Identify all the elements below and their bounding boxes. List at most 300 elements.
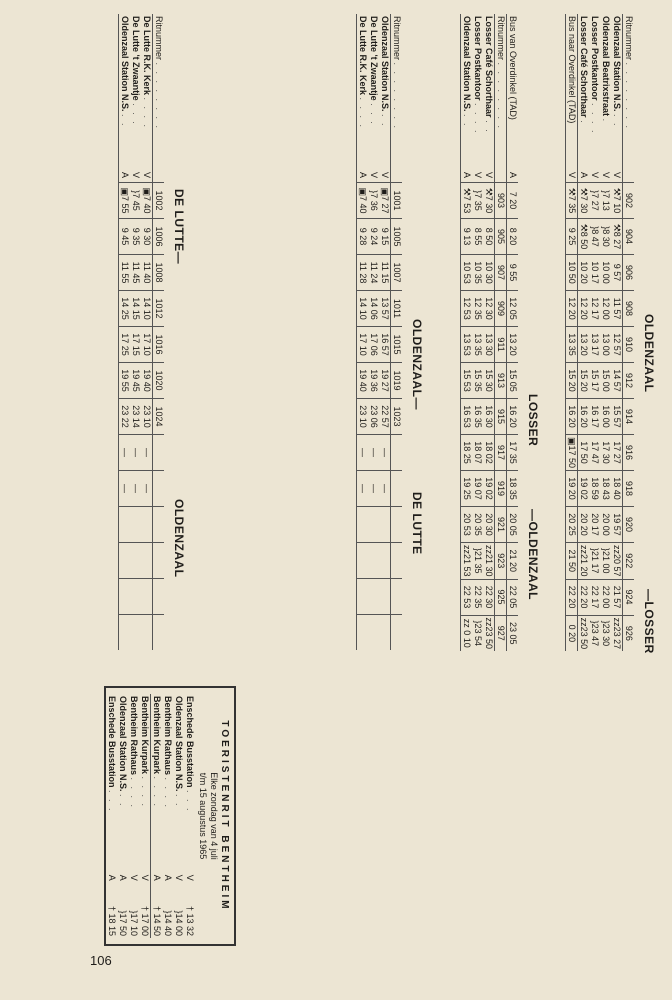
time-cell: ▣7 27 [379,183,391,219]
time-cell: 19 27 [379,363,391,399]
time-cell: — [130,435,141,471]
time-cell: }23 30 [600,615,611,651]
time-cell: 17 35 [507,435,519,471]
tour-stop: Bentheim Kurpark [140,696,150,775]
time-cell: 12 57 [611,327,623,363]
time-cell: zz20 57 [611,543,623,580]
tour-row: Bentheim Kurpark . . . . V † 17 00 [140,696,150,936]
rit-cell [391,507,403,543]
rit-cell: 910 [623,327,635,363]
time-cell: 9 35 [130,219,141,255]
time-cell: 22 05 [507,579,519,615]
ad-flag: V [566,168,578,183]
bus-row [507,14,519,651]
rit-cell: 1023 [391,399,403,435]
rit-cell [153,543,165,579]
rit-cell: 917 [495,435,507,471]
time-cell: 11 15 [379,255,391,291]
time-cell: 13 53 [461,327,473,363]
rit-cell: 924 [623,579,635,615]
time-cell: 16 30 [483,399,495,435]
time-cell: 14 10 [141,291,153,327]
tour-row: Enschede Busstation . . . A † 18 15 [107,696,117,936]
time-cell: 19 02 [578,471,590,507]
title-left: DE LUTTE— [172,189,186,265]
time-cell: 9 25 [566,219,578,255]
time-cell: 12 30 [483,291,495,327]
time-cell: 19 45 [130,363,141,399]
time-cell: 14 25 [119,291,131,327]
time-cell: 22 53 [461,579,473,615]
time-cell [379,579,391,615]
time-cell: ▣17 50 [566,435,578,471]
time-cell [130,507,141,543]
tour-time: }14 00 [174,910,184,936]
time-cell: 19 36 [368,363,379,399]
rit-cell: 912 [623,363,635,399]
time-cell [379,615,391,651]
time-cell: }23 47 [589,615,600,651]
stop-name: Losser Café Schorthaar [484,16,494,118]
tour-time: }14 40 [163,910,173,936]
time-cell: 9 30 [141,219,153,255]
time-cell: }7 45 [130,183,141,219]
rit-cell: 919 [495,471,507,507]
time-cell [379,507,391,543]
title-right: DE LUTTE [410,492,424,555]
time-cell: 12 20 [566,291,578,327]
rit-cell: 927 [495,615,507,651]
rit-label: Ritnummer [392,16,402,61]
bus-label: Bus van Overdinkel (TAD) [508,16,518,120]
stop-name: De Lutte 't Zwaantje [131,16,141,101]
time-cell: ⚒8 27 [611,219,623,255]
time-cell: 15 05 [507,363,519,399]
rit-cell [153,615,165,651]
time-cell: }21 17 [589,543,600,580]
time-cell: ⚒7 35 [566,183,578,219]
stop-row: Oldenzaal Station N.S. . . V ⚒7 10 ⚒8 27 9 57 11 57 12 57 14 57 15 57 17 27 18 40 19 57 zz20 57 21 57 zz23 27 [612,16,622,650]
time-cell: 23 10 [357,399,369,435]
title-right: OLDENZAAL [172,499,186,578]
time-cell: 14 10 [357,291,369,327]
time-cell [119,543,131,579]
time-cell: }23 54 [472,615,483,651]
time-cell: }7 27 [589,183,600,219]
time-cell: 15 53 [461,363,473,399]
time-cell: 14 15 [130,291,141,327]
stop-name: Oldenzaal Beatrixstraat [601,16,611,117]
rit-cell [153,579,165,615]
time-cell [119,579,131,615]
rit-cell: 1015 [391,327,403,363]
time-cell: 8 50 [483,219,495,255]
rit-cell: 915 [495,399,507,435]
time-cell [130,543,141,579]
rit-cell: 925 [495,579,507,615]
time-cell: 22 20 [566,579,578,615]
bus-label: Bus naar Overdinkel (TAD) [567,16,577,124]
rit-cell: 920 [623,507,635,543]
time-cell: 16 57 [379,327,391,363]
title-right: —OLDENZAAL [526,509,540,600]
ad-flag: V [129,874,139,881]
time-cell: 11 24 [368,255,379,291]
rit-cell: 911 [495,327,507,363]
time-cell: 12 17 [589,291,600,327]
tour-stop: Oldenzaal Station N.S. [118,696,128,792]
tour-time: † 18 15 [107,905,117,936]
stop-row: Losser Café Schorthaar . . V ⚒7 30 8 50 10 30 12 30 13 30 15 30 16 30 18 02 19 02 20 30 zz21 30 22 30 zz23 50 [484,16,494,650]
title-right: —LOSSER [642,589,656,654]
time-cell [357,543,369,579]
rit-cell: 918 [623,471,635,507]
ad-flag: V [380,171,390,178]
rit-cell: 921 [495,507,507,543]
timetable-oldenzaal-delutte [356,14,402,650]
time-cell: 17 06 [368,327,379,363]
tour-title: TOERISTENRIT BENTHEIM [219,720,230,912]
time-cell: 16 35 [472,399,483,435]
rit-cell: 906 [623,255,635,291]
time-cell: 15 20 [566,363,578,399]
time-cell: 11 28 [357,255,369,291]
time-cell: 9 28 [357,219,369,255]
section-title-losser-oldenzaal [526,314,540,914]
time-cell: }7 13 [600,183,611,219]
time-cell: 16 00 [600,399,611,435]
ad-flag: V [142,171,152,178]
rit-cell [391,471,403,507]
time-cell: zz23 27 [611,615,623,651]
stop-name: Oldenzaal Station N.S. [612,16,622,112]
time-cell: 10 35 [472,255,483,291]
tour-row: Oldenzaal Station N.S. . . A }17 50 [118,696,128,936]
time-cell: 21 20 [507,543,519,580]
time-cell: 16 20 [507,399,519,435]
time-cell: 10 53 [461,255,473,291]
time-cell: 23 14 [130,399,141,435]
time-cell: 17 25 [119,327,131,363]
time-cell: 15 20 [578,363,590,399]
time-cell: 20 53 [461,507,473,543]
ad-flag: V [139,873,151,888]
time-cell [357,615,369,651]
rit-cell: 1024 [153,399,165,435]
time-cell: 10 00 [600,255,611,291]
rit-cell: 916 [623,435,635,471]
time-cell [141,507,153,543]
time-cell: 18 25 [461,435,473,471]
time-cell: 13 57 [379,291,391,327]
time-cell: ⚒7 10 [611,183,623,219]
rit-cell: 1012 [153,291,165,327]
time-cell: 14 57 [611,363,623,399]
time-cell: 18 59 [589,471,600,507]
rit-cell [391,435,403,471]
time-cell: 18 07 [472,435,483,471]
time-cell: 10 17 [589,255,600,291]
tour-row: Bentheim Rathaus . . . . V }17 10 [129,696,139,936]
time-cell: }8 30 [600,219,611,255]
time-cell: — [357,435,369,471]
time-cell: ⚒7 30 [578,183,590,219]
time-cell: ⚒7 53 [461,183,473,219]
time-cell [119,507,131,543]
stop-name: De Lutte 't Zwaantje [369,16,379,101]
time-cell: 23 22 [119,399,131,435]
time-cell: 19 07 [472,471,483,507]
rit-cell [153,435,165,471]
time-cell: 20 30 [483,507,495,543]
time-cell: 18 02 [483,435,495,471]
rit-cell: 1019 [391,363,403,399]
rit-cell: 903 [495,183,507,219]
ritnummer-row: Ritnummer . . . . . . . . 903 905 907 909 911 913 915 917 919 921 923 925 927 [495,14,507,651]
ritnummer-row: Ritnummer . . . . . . . . 902 904 906 908 910 912 914 916 918 920 922 924 926 [623,14,635,651]
time-cell: 16 17 [589,399,600,435]
time-cell: — [141,435,153,471]
ad-flag: V [174,874,184,881]
tour-stop: Bentheim Rathaus [163,696,173,776]
rit-cell: 1006 [153,219,165,255]
rit-cell: 902 [623,183,635,219]
rotated-page [16,14,656,954]
tour-row: Bentheim Kurpark . . . . A † 14 50 [152,696,162,936]
stop-name: Losser Café Schorthaar [579,16,589,118]
ad-flag: A [152,874,162,881]
time-cell [379,543,391,579]
ad-flag: A [357,168,369,183]
time-cell: — [368,471,379,507]
rit-label: Ritnummer [496,16,506,61]
time-cell [357,507,369,543]
rit-cell: 914 [623,399,635,435]
ad-flag: V [131,171,141,178]
ad-flag: A [507,168,519,183]
rit-cell: 1011 [391,291,403,327]
rit-cell: 1001 [391,183,403,219]
time-cell: }21 00 [600,543,611,580]
tour-time: † 13 32 [185,905,195,936]
time-cell: 18 43 [600,471,611,507]
time-cell: — [357,471,369,507]
section-title-oldenzaal-delutte [410,314,424,914]
time-cell [141,543,153,579]
stop-row: De Lutte R.K. Kerk . . . . A ▣7 40 9 28 11 28 14 10 17 10 19 40 23 10 — — [357,14,369,650]
tour-stop: Enschede Busstation [185,696,195,788]
tour-stop: Oldenzaal Station N.S. [174,696,184,792]
time-cell: 21 57 [611,579,623,615]
tour-time: }17 50 [118,910,128,936]
rit-cell: 905 [495,219,507,255]
stop-name: Oldenzaal Station N.S. [462,16,472,112]
time-cell: ▣7 40 [141,183,153,219]
rit-cell: 907 [495,255,507,291]
timetable-losser-oldenzaal [460,14,518,651]
time-cell: 9 15 [379,219,391,255]
stop-row: De Lutte 't Zwaantje . . . V }7 36 9 24 11 24 14 06 17 06 19 36 23 06 — — [368,14,379,650]
time-cell: 12 00 [600,291,611,327]
time-cell: 20 05 [507,507,519,543]
time-cell: 17 15 [130,327,141,363]
rit-cell: 1016 [153,327,165,363]
time-cell: 10 20 [578,255,590,291]
time-cell: 9 13 [461,219,473,255]
rit-cell [391,615,403,651]
time-cell: 16 20 [578,399,590,435]
time-cell: 13 20 [507,327,519,363]
time-cell: 15 57 [611,399,623,435]
rit-label: Ritnummer [154,16,164,61]
rit-cell [153,471,165,507]
time-cell: 15 17 [589,363,600,399]
time-cell [119,615,131,651]
time-cell: 22 30 [483,579,495,615]
tour-table [106,694,195,938]
time-cell: 13 35 [472,327,483,363]
time-cell: 22 17 [589,579,600,615]
rit-cell: 922 [623,543,635,580]
time-cell: 17 50 [578,435,590,471]
time-cell: 20 25 [566,507,578,543]
time-cell: 11 55 [119,255,131,291]
time-cell: 17 10 [141,327,153,363]
title-left: OLDENZAAL— [410,319,424,410]
time-cell [368,543,379,579]
timetable-oldenzaal-losser [565,14,634,651]
rit-cell: 926 [623,615,635,651]
ad-flag: V [484,171,494,178]
stop-name: De Lutte R.K. Kerk [358,16,368,96]
time-cell: 10 50 [566,255,578,291]
time-cell: 7 20 [507,183,519,219]
time-cell [141,615,153,651]
time-cell: 12 05 [507,291,519,327]
tour-stop: Enschede Busstation [107,696,117,788]
ad-flag: V [185,874,195,881]
time-cell: — [379,471,391,507]
time-cell: — [141,471,153,507]
time-cell: 9 55 [507,255,519,291]
time-cell: 13 35 [566,327,578,363]
stop-name: De Lutte R.K. Kerk [142,16,152,96]
time-cell: 22 00 [600,579,611,615]
time-cell: 19 55 [119,363,131,399]
time-cell: 11 45 [130,255,141,291]
title-left: OLDENZAAL [642,314,656,393]
ad-flag: A [119,168,131,183]
bus-row [566,14,578,651]
ad-flag: A [461,168,473,183]
rit-cell: 913 [495,363,507,399]
time-cell: 13 17 [589,327,600,363]
stop-row: Losser Postkantoor . . . . V }7 35 8 55 10 35 12 35 13 35 15 35 16 35 18 07 19 07 20 35 }21 35 22 35 }23 54 [472,14,483,651]
time-cell: 8 55 [472,219,483,255]
time-cell: 20 00 [600,507,611,543]
rit-label: Ritnummer [624,16,634,61]
ad-flag: V [473,171,483,178]
time-cell: 19 25 [461,471,473,507]
time-cell: 17 30 [600,435,611,471]
tourist-route-box [104,686,236,946]
time-cell: zz21 53 [461,543,473,580]
stop-row: Oldenzaal Station N.S. . . V ▣7 27 9 15 11 15 13 57 16 57 19 27 22 57 — — [379,14,391,650]
time-cell [368,615,379,651]
time-cell: ⚒8 50 [578,219,590,255]
title-left: LOSSER [526,394,540,447]
stop-row: Oldenzaal Station N.S. . . A ▣7 55 9 45 11 55 14 25 17 25 19 55 23 22 — — [119,14,131,650]
time-cell: 20 20 [578,507,590,543]
rit-cell: 1007 [391,255,403,291]
time-cell: — [368,435,379,471]
time-cell: 18 35 [507,471,519,507]
time-cell: ⚒7 30 [483,183,495,219]
rit-cell: 908 [623,291,635,327]
section-title-oldenzaal-losser [642,314,656,914]
rit-cell: 1005 [391,219,403,255]
rit-cell: 1020 [153,363,165,399]
ad-flag: V [601,171,611,178]
rit-cell: 909 [495,291,507,327]
time-cell: ▣7 40 [357,183,369,219]
tour-time: † 14 50 [152,905,162,936]
tour-subtitle-1: Elke zondag van 4 juli [209,772,219,860]
rit-cell: 1002 [153,183,165,219]
ritnummer-row: Ritnummer . . . . . . . . 1001 1005 1007 1011 1015 1019 1023 [391,14,403,650]
tour-row: Bentheim Rathaus . . . . A }14 40 [163,696,173,936]
stop-row: De Lutte 't Zwaantje . . . V }7 45 9 35 11 45 14 15 17 15 19 45 23 14 — — [130,14,141,650]
time-cell: }21 35 [472,543,483,580]
time-cell: 20 35 [472,507,483,543]
time-cell: 19 02 [483,471,495,507]
time-cell: ▣7 55 [119,183,131,219]
time-cell: 18 40 [611,471,623,507]
time-cell: 19 57 [611,507,623,543]
tour-time: † 17 00 [139,888,151,938]
time-cell: 20 17 [589,507,600,543]
stop-row: Losser Postkantoor . . . . V }7 27 }8 47 10 17 12 17 13 17 15 17 16 17 17 47 18 59 20 17 }21 17 22 17 }23 47 [589,14,600,651]
time-cell: zz23 50 [483,615,495,651]
time-cell: 21 50 [566,543,578,580]
rit-cell [153,507,165,543]
time-cell: 12 35 [472,291,483,327]
time-cell: }8 47 [589,219,600,255]
ritnummer-row: Ritnummer . . . . . . . . 1002 1006 1008 1012 1016 1020 1024 [153,14,165,650]
time-cell: 11 57 [611,291,623,327]
time-cell: 12 53 [461,291,473,327]
time-cell: 15 35 [472,363,483,399]
ad-flag: A [163,874,173,881]
time-cell: 23 10 [141,399,153,435]
time-cell: 19 40 [357,363,369,399]
ad-flag: V [590,171,600,178]
time-cell: }7 36 [368,183,379,219]
time-cell [141,579,153,615]
tour-stop: Bentheim Rathaus [129,696,139,776]
time-cell [368,507,379,543]
time-cell: 8 20 [507,219,519,255]
tour-subtitle-2: t/m 15 augustus 1965 [198,772,208,860]
time-cell: zz21 30 [483,543,495,580]
time-cell: 9 24 [368,219,379,255]
time-cell: 10 30 [483,255,495,291]
time-cell [130,579,141,615]
time-cell: 19 40 [141,363,153,399]
tour-row: Enschede Busstation . . . V † 13 32 [185,696,195,936]
ad-flag: V [369,171,379,178]
rit-cell: 923 [495,543,507,580]
